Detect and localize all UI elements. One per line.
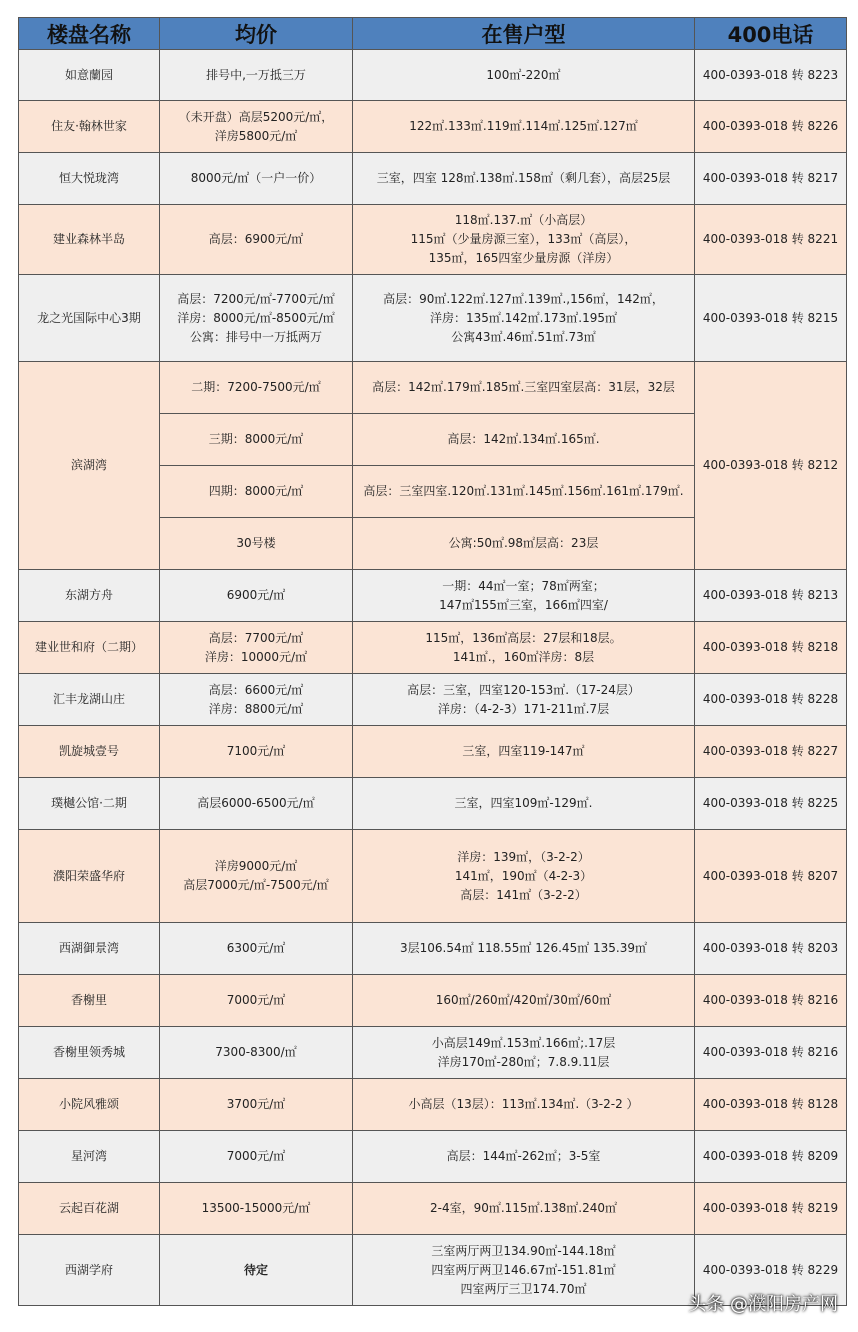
types-cell-line: 洋房：139㎡，（3-2-2） xyxy=(457,849,590,864)
table-row xyxy=(19,923,847,975)
table-row xyxy=(19,50,847,101)
types-cell-line: 115㎡，136㎡高层：27层和18层。 xyxy=(425,630,622,645)
price-cell: 四期：8000元/㎡ xyxy=(160,466,353,518)
types-cell xyxy=(353,1027,695,1079)
price-cell: 二期：7200-7500元/㎡ xyxy=(160,362,353,414)
price-cell xyxy=(160,923,353,975)
price-cell xyxy=(160,622,353,674)
types-cell-line: 三室，四室119-147㎡ xyxy=(462,744,585,758)
phone-cell: 400-0393-018 转 8215 xyxy=(695,275,847,362)
price-cell-line: 洋房：10000元/㎡ xyxy=(204,649,308,664)
price-cell-line: 洋房9000元/㎡ xyxy=(214,859,298,873)
price-cell xyxy=(160,205,353,275)
price-cell-line: 7300-8300/㎡ xyxy=(215,1045,297,1059)
types-cell xyxy=(353,570,695,622)
types-cell xyxy=(353,622,695,674)
phone-cell: 400-0393-018 转 8207 xyxy=(695,830,847,923)
types-cell xyxy=(353,674,695,726)
types-cell: 公寓:50㎡.98㎡层高：23层 xyxy=(353,518,695,570)
project-name: 滨湖湾 xyxy=(19,362,160,570)
price-cell-line: 7100元/㎡ xyxy=(226,744,286,758)
price-cell-line: 6300元/㎡ xyxy=(226,941,286,955)
project-name: 香榭里领秀城 xyxy=(19,1027,160,1079)
types-cell-line: 一期：44㎡一室；78㎡两室； xyxy=(442,578,605,593)
price-cell xyxy=(160,1235,353,1306)
types-cell-line: 四室两厅三卫174.70㎡ xyxy=(460,1281,587,1296)
types-cell-line: 141㎡，190㎡（4-2-3） xyxy=(454,868,593,883)
price-cell-line: 高层：6900元/㎡ xyxy=(208,232,304,246)
price-cell xyxy=(160,778,353,830)
table-row xyxy=(19,570,847,622)
table-row xyxy=(19,1079,847,1131)
table-row xyxy=(19,101,847,153)
table-row xyxy=(19,1131,847,1183)
price-cell: 三期：8000元/㎡ xyxy=(160,414,353,466)
types-cell-line: 141㎡.，160㎡洋房：8层 xyxy=(452,649,595,664)
types-cell-line: 三室两厅两卫134.90㎡-144.18㎡ xyxy=(431,1243,616,1258)
types-cell xyxy=(353,1183,695,1235)
project-name: 龙之光国际中心3期 xyxy=(19,275,160,362)
table-row xyxy=(19,362,847,414)
project-name: 建业森林半岛 xyxy=(19,205,160,275)
phone-cell: 400-0393-018 转 8203 xyxy=(695,923,847,975)
types-cell-line: 135㎡，165四室少量房源（洋房） xyxy=(428,251,619,265)
types-cell-line: 115㎡（少量房源三室），133㎡（高层）， xyxy=(410,232,637,246)
table-row xyxy=(19,1183,847,1235)
project-name: 恒大悦珑湾 xyxy=(19,153,160,205)
types-cell: 高层：142㎡.179㎡.185㎡.三室四室层高：31层，32层 xyxy=(353,362,695,414)
price-cell xyxy=(160,726,353,778)
price-cell-line: 公寓：排号中一万抵两万 xyxy=(189,329,322,344)
table-row xyxy=(19,778,847,830)
types-cell-line: 147㎡155㎡三室，166㎡四室/ xyxy=(439,597,608,612)
table-row xyxy=(19,674,847,726)
types-cell: 高层：142㎡.134㎡.165㎡. xyxy=(353,414,695,466)
types-cell-line: 160㎡/260㎡/420㎡/30㎡/60㎡ xyxy=(435,993,612,1007)
project-name: 濮阳荣盛华府 xyxy=(19,830,160,923)
price-cell: 30号楼 xyxy=(160,518,353,570)
table-row xyxy=(19,830,847,923)
price-cell xyxy=(160,1027,353,1079)
price-cell-line: 高层7000元/㎡-7500元/㎡ xyxy=(183,878,329,892)
phone-cell: 400-0393-018 转 8227 xyxy=(695,726,847,778)
price-cell-line: 洋房：8000元/㎡-8500元/㎡ xyxy=(177,310,335,325)
phone-cell: 400-0393-018 转 8216 xyxy=(695,1027,847,1079)
types-cell xyxy=(353,275,695,362)
phone-cell: 400-0393-018 转 8216 xyxy=(695,975,847,1027)
table-row xyxy=(19,153,847,205)
types-cell xyxy=(353,1079,695,1131)
types-cell xyxy=(353,778,695,830)
types-cell: 高层：三室四室.120㎡.131㎡.145㎡.156㎡.161㎡.179㎡. xyxy=(353,466,695,518)
types-cell-line: 四室两厅两卫146.67㎡-151.81㎡ xyxy=(431,1262,616,1277)
types-cell-line: 高层：三室，四室120-153㎡.（17-24层） xyxy=(407,682,640,697)
types-cell xyxy=(353,1131,695,1183)
price-cell xyxy=(160,50,353,101)
types-cell xyxy=(353,975,695,1027)
project-name: 香榭里 xyxy=(19,975,160,1027)
types-cell-line: 100㎡-220㎡ xyxy=(486,67,561,82)
phone-cell: 400-0393-018 转 8225 xyxy=(695,778,847,830)
types-cell xyxy=(353,50,695,101)
price-cell-line: 洋房5800元/㎡ xyxy=(214,128,298,143)
price-cell xyxy=(160,1183,353,1235)
table-row xyxy=(19,275,847,362)
listing-table xyxy=(18,17,847,1306)
project-name: 小院风雅颂 xyxy=(19,1079,160,1131)
types-cell xyxy=(353,153,695,205)
price-cell-line: （未开盘）高层5200元/㎡， xyxy=(178,109,334,124)
price-cell-line: 6900元/㎡ xyxy=(226,588,286,602)
price-cell xyxy=(160,275,353,362)
phone-cell: 400-0393-018 转 8228 xyxy=(695,674,847,726)
phone-cell: 400-0393-018 转 8209 xyxy=(695,1131,847,1183)
phone-cell: 400-0393-018 转 8221 xyxy=(695,205,847,275)
price-cell xyxy=(160,975,353,1027)
price-cell xyxy=(160,674,353,726)
header-name: 楼盘名称 xyxy=(19,18,160,50)
table-row xyxy=(19,975,847,1027)
table-row xyxy=(19,726,847,778)
types-cell-line: 高层：90㎡.122㎡.127㎡.139㎡.,156㎡，142㎡， xyxy=(383,291,664,306)
project-name: 西湖御景湾 xyxy=(19,923,160,975)
header-row xyxy=(19,18,847,50)
price-cell xyxy=(160,101,353,153)
types-cell-line: 洋房：（4-2-3）171-211㎡.7层 xyxy=(437,701,610,716)
types-cell xyxy=(353,1235,695,1306)
watermark: 头条 @濮阳房产网 xyxy=(688,1294,838,1315)
project-name: 凯旋城壹号 xyxy=(19,726,160,778)
types-cell xyxy=(353,101,695,153)
types-cell-line: 高层：144㎡-262㎡；3-5室 xyxy=(446,1149,601,1163)
phone-cell: 400-0393-018 转 8226 xyxy=(695,101,847,153)
phone-cell: 400-0393-018 转 8223 xyxy=(695,50,847,101)
project-name: 西湖学府 xyxy=(19,1235,160,1306)
phone-cell: 400-0393-018 转 8217 xyxy=(695,153,847,205)
types-cell-line: 公寓43㎡.46㎡.51㎡.73㎡ xyxy=(451,329,596,344)
price-cell-line: 高层：7700元/㎡ xyxy=(208,630,304,645)
phone-cell: 400-0393-018 转 8219 xyxy=(695,1183,847,1235)
project-name: 如意蘭园 xyxy=(19,50,160,101)
types-cell-line: 洋房170㎡-280㎡；7.8.9.11层 xyxy=(437,1054,610,1069)
types-cell xyxy=(353,726,695,778)
types-cell-line: 洋房：135㎡.142㎡.173㎡.195㎡ xyxy=(429,310,618,325)
project-name: 东湖方舟 xyxy=(19,570,160,622)
price-cell-line: 8000元/㎡（一户一价） xyxy=(190,171,322,185)
types-cell-line: 小高层149㎡.153㎡.166㎡;.17层 xyxy=(431,1035,616,1050)
header-phone: 400电话 xyxy=(695,18,847,50)
price-cell-line: 高层6000-6500元/㎡ xyxy=(197,796,315,810)
price-cell-line: 13500-15000元/㎡ xyxy=(201,1201,311,1215)
types-cell xyxy=(353,205,695,275)
price-cell-line: 高层：7200元/㎡-7700元/㎡ xyxy=(177,291,335,306)
price-cell xyxy=(160,1131,353,1183)
types-cell-line: 2-4室，90㎡.115㎡.138㎡.240㎡ xyxy=(429,1201,618,1215)
phone-cell: 400-0393-018 转 8128 xyxy=(695,1079,847,1131)
project-name: 汇丰龙湖山庄 xyxy=(19,674,160,726)
price-cell xyxy=(160,153,353,205)
phone-cell: 400-0393-018 转 8229 xyxy=(695,1235,847,1306)
price-cell-line: 高层：6600元/㎡ xyxy=(208,682,304,697)
types-cell-line: 三室，四室 128㎡.138㎡.158㎡（剩几套），高层25层 xyxy=(376,171,671,185)
types-cell-line: 高层：141㎡（3-2-2） xyxy=(460,887,587,902)
project-name: 住友·翰林世家 xyxy=(19,101,160,153)
price-cell xyxy=(160,830,353,923)
phone-cell: 400-0393-018 转 8213 xyxy=(695,570,847,622)
price-cell-line: 7000元/㎡ xyxy=(226,993,286,1007)
price-cell xyxy=(160,570,353,622)
types-cell-line: 122㎡.133㎡.119㎡.114㎡.125㎡.127㎡ xyxy=(409,119,638,133)
phone-cell: 400-0393-018 转 8212 xyxy=(695,362,847,570)
project-name: 璞樾公馆·二期 xyxy=(19,778,160,830)
types-cell-line: 3层106.54㎡ 118.55㎡ 126.45㎡ 135.39㎡ xyxy=(399,941,648,955)
price-cell-line: 3700元/㎡ xyxy=(226,1097,286,1111)
price-cell xyxy=(160,1079,353,1131)
header-types: 在售户型 xyxy=(353,18,695,50)
types-cell xyxy=(353,830,695,923)
price-cell-line: 排号中,一万抵三万 xyxy=(206,67,306,82)
types-cell-line: 118㎡.137.㎡（小高层） xyxy=(454,213,593,227)
table-row xyxy=(19,1027,847,1079)
phone-cell: 400-0393-018 转 8218 xyxy=(695,622,847,674)
types-cell-line: 小高层（13层）：113㎡.134㎡.（3-2-2 ） xyxy=(408,1097,639,1111)
project-name: 星河湾 xyxy=(19,1131,160,1183)
table-row xyxy=(19,205,847,275)
project-name: 建业世和府（二期） xyxy=(19,622,160,674)
table-row xyxy=(19,622,847,674)
price-cell-line: 洋房：8800元/㎡ xyxy=(208,701,304,716)
project-name: 云起百花湖 xyxy=(19,1183,160,1235)
price-cell-line: 待定 xyxy=(243,1262,268,1277)
types-cell-line: 三室，四室109㎡-129㎡. xyxy=(454,796,593,810)
types-cell xyxy=(353,923,695,975)
price-cell-line: 7000元/㎡ xyxy=(226,1149,286,1163)
header-price: 均价 xyxy=(160,18,353,50)
